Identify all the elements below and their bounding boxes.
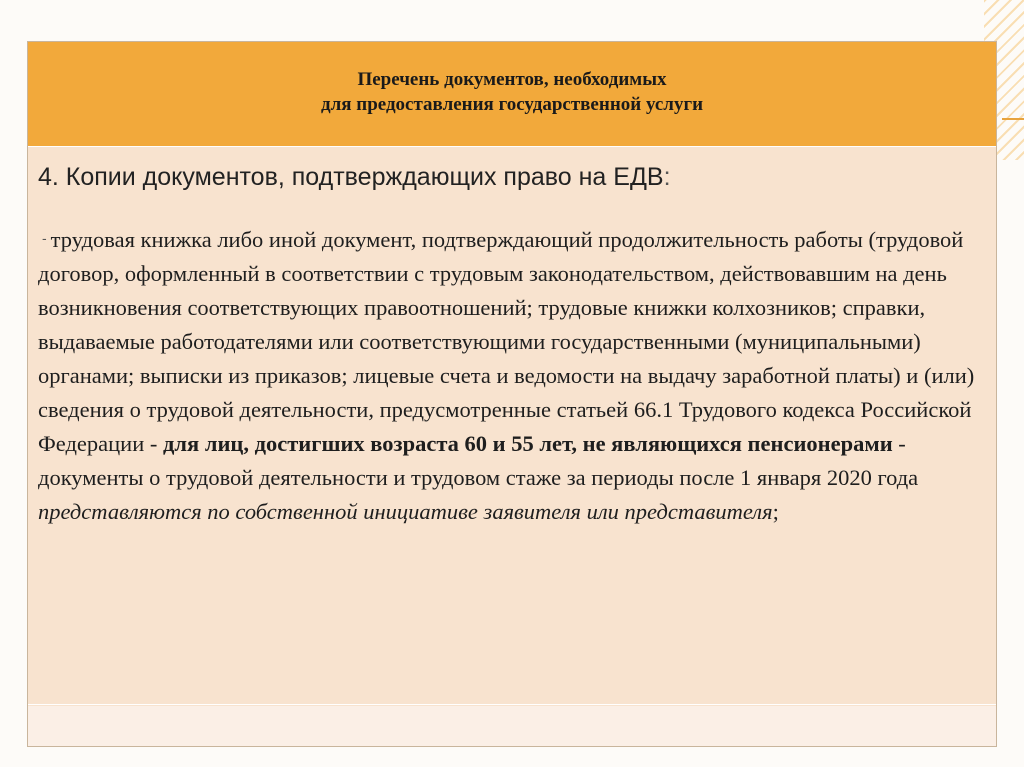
- header-title-line2: для предоставления государственной услуги: [320, 94, 704, 115]
- header-title-line1: Перечень документов, необходимых: [357, 69, 667, 90]
- decorative-line: [1002, 118, 1024, 120]
- item-heading: [38, 161, 986, 193]
- table-header: [28, 42, 996, 147]
- item-text-bold: для лиц, достигших возраста 60 и 55 лет, не являющихся пенсионерами: [163, 431, 893, 456]
- header-title: [321, 67, 703, 117]
- item-heading-text: 4. Копии документов, подтверждающих право на ЕДВ: [38, 163, 664, 191]
- item-text-part1: трудовая книжка либо иной документ, подтверждающий продолжительность работы (трудовой договор, оформленный в соответствии с трудовым законодательством, действовавшим на день возникновения соответствующих правоотношений; трудовые книжки колхозников; справки, выдаваемые работодателями или соответствующими государственными (муниципальными) органами; выписки из приказов; лицевые счета и ведомости на выдачу заработной платы) и (или) сведения о трудовой деятельности, предусмотренные статьей 66.1 Трудового кодекса Российской Федерации -: [38, 227, 975, 456]
- item-text-part2: - документы о трудовой деятельности и трудовом стаже за периоды после 1 января 2020 года: [38, 431, 919, 490]
- item-text: [38, 221, 986, 529]
- item-text-end: ;: [772, 499, 779, 524]
- item-heading-colon: :: [663, 163, 671, 191]
- table-footer-cell: [28, 706, 996, 746]
- item-text-italic: представляются по собственной инициативе заявителя или представителя: [38, 499, 773, 524]
- bullet-dash: -: [42, 230, 47, 246]
- document-table: [27, 41, 997, 747]
- table-body-cell: [28, 147, 996, 705]
